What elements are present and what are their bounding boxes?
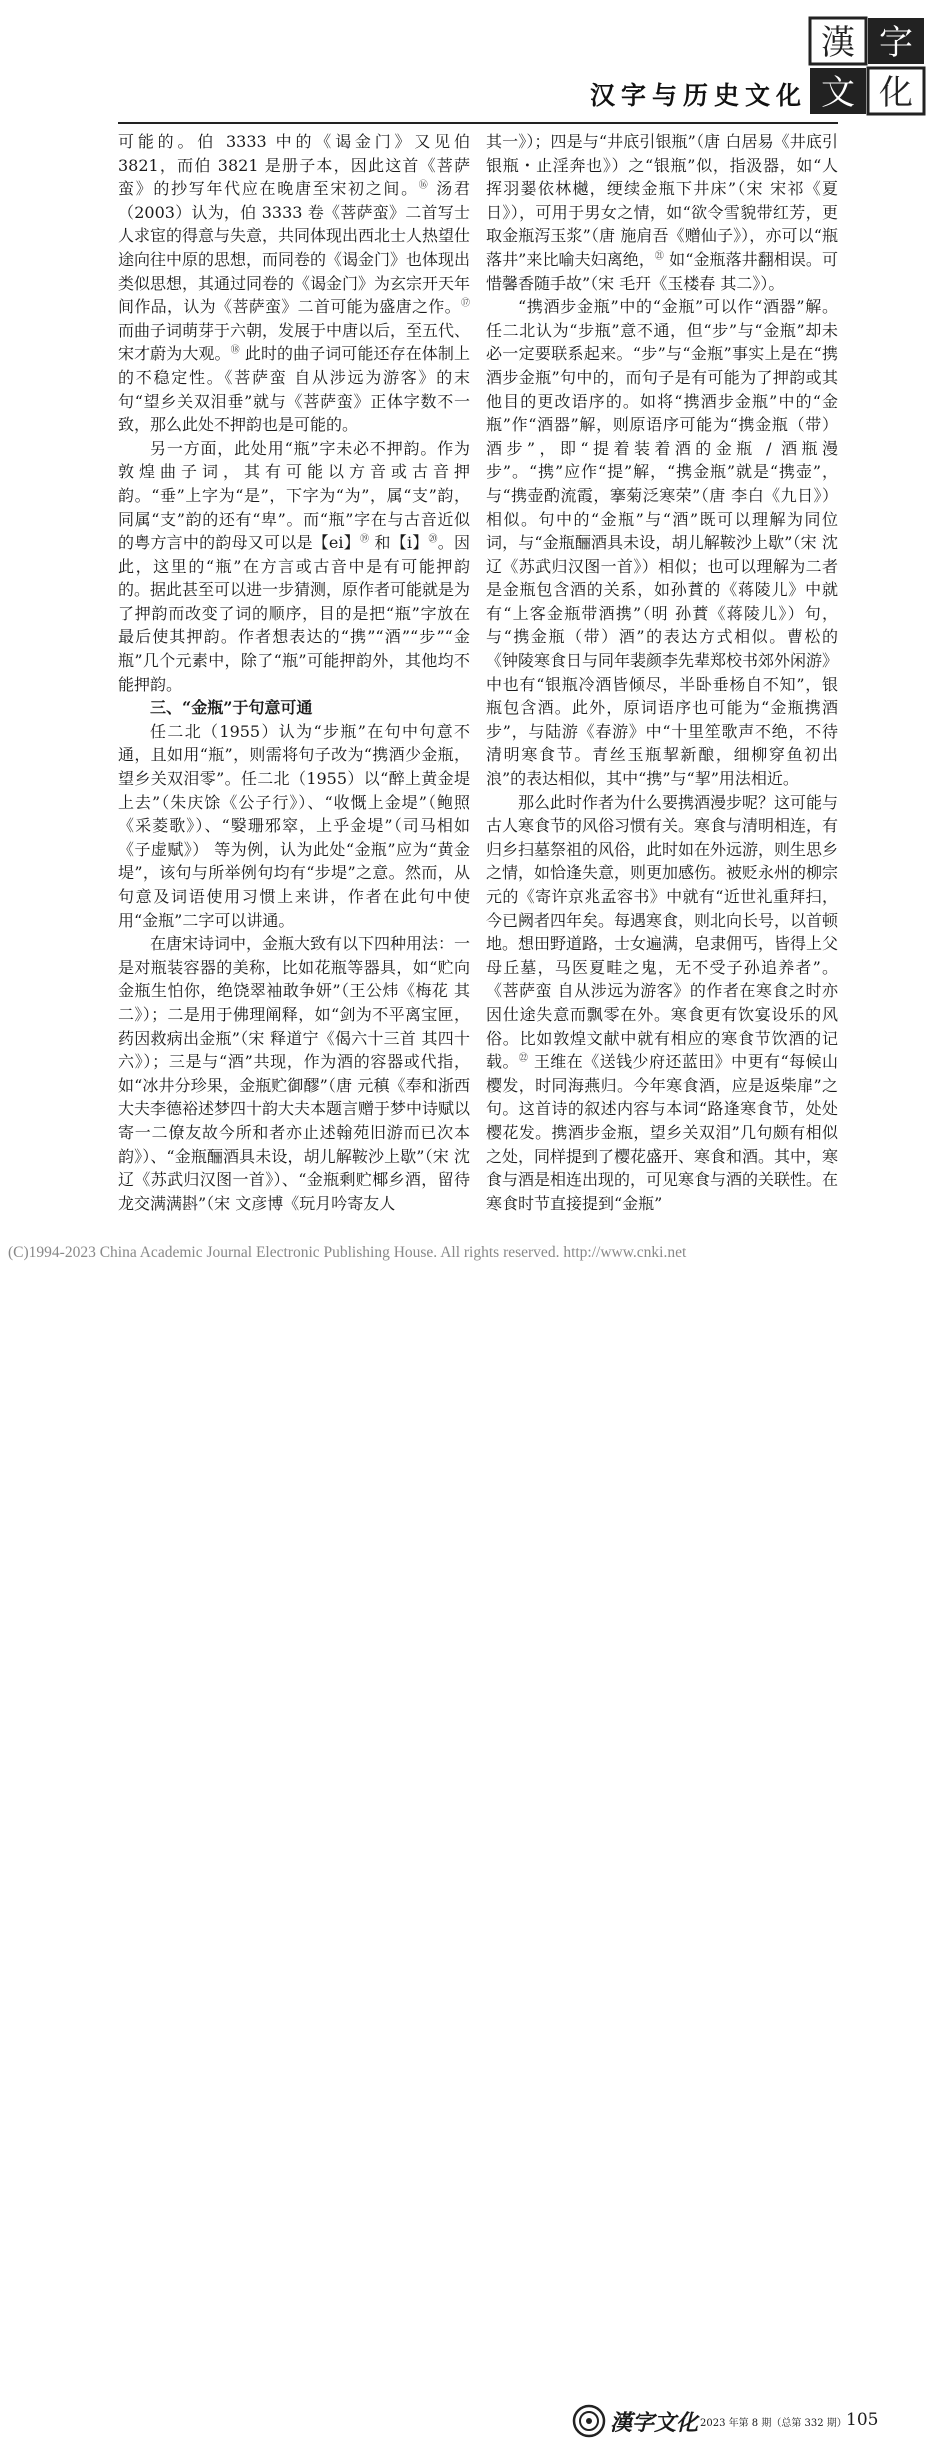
left-column: [118, 130, 470, 1215]
paragraph: 另一方面，此处用“瓶”字未必不押韵。作为敦煌曲子词，其有可能以方音或古音押韵。“垂”上字为“是”，下字为“为”，属“支”韵，同属“支”韵的还有“卑”。而“瓶”字在与古音近似的粤方言中的韵母又可以是【ei】⑲ 和【i】⑳。因此，这里的“瓶”在方言或古音中是有可能押韵的。据此甚至可以进一步猜测，原作者可能就是为了押韵而改变了词的顺序，目的是把“瓶”字放在最后使其押韵。作者想表达的“携”“酒”“步”“金瓶”几个元素中，除了“瓶”可能押韵外，其他均不能押韵。: [118, 438, 471, 694]
header-divider: [118, 122, 838, 124]
paragraph: 那么此时作者为什么要携酒漫步呢？这可能与古人寒食节的风俗习惯有关。寒食与清明相连，有归乡扫墓祭祖的风俗，此时如在外远游，则生思乡之情，如恰逢失意，则更加感伤。被贬永州的柳宗元的《寄许京兆孟容书》中就有“近世礼重拜扫，今已阙者四年矣。每遇寒食，则北向长号，以首顿地。想田野道路，士女遍满，皂隶佣丐，皆得上父母丘墓，马医夏畦之鬼，无不受子孙追养者”。《菩萨蛮 自从涉远为游客》的作者在寒食之时亦因仕途失意而飘零在外。寒食更有饮宴设乐的风俗。比如敦煌文献中就有相应的寒食节饮酒的记载。$^㉒$ 王维在《送钱少府还蓝田》中更有“每候山樱发，时同海燕归。今年寒食酒，应是返柴扉”之句。这首诗的叙述内容与本词“路逢寒食节，处处樱花发。携酒步金瓶，望乡关双泪”几句颇有相似之处，同样提到了樱花盛开、寒食和酒。其中，寒食与酒是相连出现的，可见寒食与酒的关联性。在寒食时节直接提到“金瓶”: [486, 792, 839, 1213]
paragraph: “携酒步金瓶”中的“金瓶”可以作“酒器”解。任二北认为“步瓶”意不通，但“步”与“金瓶”却未必一定要联系起来。“步”与“金瓶”事实上是在“携酒步金瓶”句中的，而句子是有可能为了押韵或其他目的更改语序的。如将“携酒步金瓶”中的“金瓶”作“酒器”解，则原语序可能为“携金瓶（带）酒步”，即“提着装着酒的金瓶 / 酒瓶漫步”。“携”应作“提”解，“携金瓶”就是“携壶”，与“携壶酌流霞，搴菊泛寒荣”（唐 李白《九日》）相似。句中的“金瓶”与“酒”既可以理解为同位词，与“金瓶酾酒具未设，胡儿解鞍沙上歇”（宋 沈辽《苏武归汉图一首》）相似；也可以理解为二者是金瓶包含酒的关系，如孙蕡的《蒋陵儿》中就有“上客金瓶带酒携”（明 孙蕡《蒋陵儿》）句，与“携金瓶（带）酒”的表达方式相似。曹松的《钟陵寒食日与同年裴颜李先辈郑校书郊外闲游》中也有“银瓶冷酒皆倾尽，半卧垂杨自不知”，银瓶包含酒。此外，原词语序也可能为“金瓶携酒步”，与陆游《春游》中“十里笙歌声不绝，不待清明寒食节。青丝玉瓶挈新酿，细柳穿鱼初出浪”的表达相似，其中“携”与“挈”用法相近。: [486, 297, 839, 789]
svg-text:化: 化: [879, 73, 913, 113]
svg-text:字: 字: [879, 23, 913, 63]
section-title: 汉字与历史文化: [590, 81, 808, 110]
section-heading: 三、“金瓶”于句意可通: [150, 698, 313, 718]
footer-brand: 漢字文化: [610, 2410, 699, 2436]
svg-text:文: 文: [821, 73, 855, 113]
page-header: [0, 0, 950, 128]
paragraph: 在唐宋诗词中，金瓶大致有以下四种用法：一是对瓶装容器的美称，比如花瓶等器具，如“贮向金瓶生怕你，绝饶翠袖敢争妍”（王公炜《梅花 其二》）；二是用于佛理阐释，如“剑为不平离宝匣，药因救病出金瓶”（宋 释道宁《偈六十三首 其四十六》）；三是与“酒”共现，作为酒的容器或代指，如“冰井分珍果，金瓶贮御醪”（唐 元稹《奉和浙西大夫李德裕述梦四十韵大夫本题言赠于梦中诗赋以寄一二僚友故今所和者亦止述翰苑旧游而已次本韵》）、“金瓶酾酒具未设，胡儿解鞍沙上歇”（宋 沈辽《苏武归汉图一首》）、“金瓶剩贮椰乡酒，留待龙交满满斟”（宋 文彦博《玩月吟寄友人: [118, 934, 471, 1213]
page-number: 105: [846, 2410, 879, 2430]
paragraph: 可能的。伯 3333 中的《谒金门》又见伯 3821，而伯 3821 是册子本，因此这首《菩萨蛮》的抄写年代应在晚唐至宋初之间。⑯ 汤君（2003）认为，伯 3333 卷《菩萨蛮》二首写士人求宦的得意与失意，共同体现出西北士人热望仕途向往中原的思想，而同卷的《谒金门》也体现出类似思想，其通过同卷的《谒金门》为玄宗开天年间作品，认为《菩萨蛮》二首可能为盛唐之作。⑰ 而曲子词萌芽于六朝，发展于中唐以后，至五代、宋才蔚为大观。⑱ 此时的曲子词可能还存在体制上的不稳定性。《菩萨蛮 自从涉远为游客》的末句“望乡关双泪垂”就与《菩萨蛮》正体字数不一致，那么此处不押韵也是可能的。: [118, 132, 471, 435]
svg-text:漢: 漢: [821, 23, 855, 63]
journal-seal-icon: [572, 2404, 606, 2438]
journal-logo-icon: [808, 16, 926, 116]
issue-info: 2023 年第 8 期（总第 332 期）: [700, 2418, 847, 2429]
right-column: [486, 130, 838, 1215]
paragraph: 其一》）；四是与“井底引银瓶”（唐 白居易《井底引银瓶・止淫奔也》）之“银瓶”似，指汲器，如“人挥羽翣依林樾，绠续金瓶下井床”（宋 宋祁《夏日》），可用于男女之情，如“欲令雪貌带红芳，更取金瓶泻玉浆”（唐 施肩吾《赠仙子》），亦可以“瓶落井”来比喻夫妇离绝，$^㉑$ 如“金瓶落井翻相误。可惜馨香随手故”（宋 毛幵《玉楼春 其二》）。: [486, 132, 838, 293]
paragraph: 任二北（1955）认为“步瓶”在句中句意不通，且如用“瓶”，则需将句子改为“携酒少金瓶，望乡关双泪零”。任二北（1955）以“醉上黄金堤上去”（朱庆馀《公子行》）、“收慨上金堤”（鲍照《采菱歌》）、“嫛珊邪窣，上乎金堤”（司马相如《子虚赋》） 等为例，认为此处“金瓶”应为“黄金堤”，该句与所举例句均有“步堤”之意。然而，从句意及词语使用习惯上来讲，作者在此句中使用“金瓶”二字可以讲通。: [118, 721, 470, 930]
copyright-notice: (C)1994-2023 China Academic Journal Electronic Publishing House. All rights reserved. http://www.cnki.net: [8, 1244, 687, 1261]
